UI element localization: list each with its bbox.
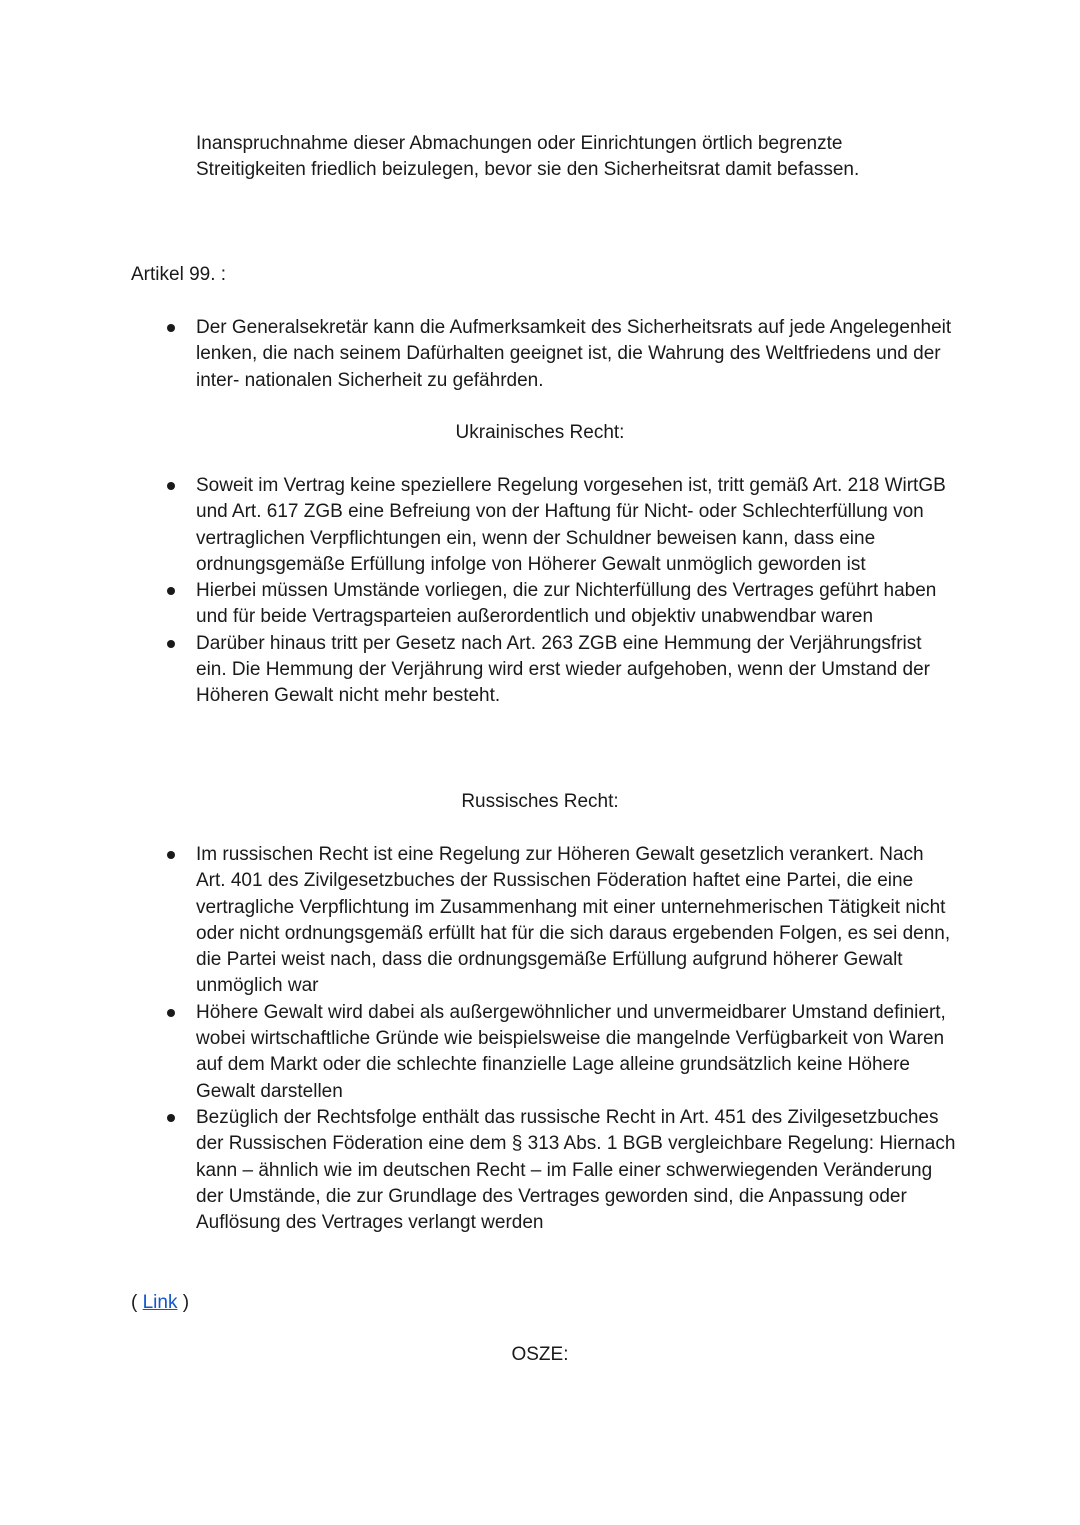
bullet-icon — [167, 324, 175, 332]
russia-heading: Russisches Recht: — [461, 791, 619, 812]
article-heading: Artikel 99. : — [131, 264, 227, 285]
ukraine-list — [0, 473, 1080, 710]
list-item-text: Der Generalsekretär kann die Aufmerksamkeit des Sicherheitsrats auf jede Angelegenheit lenken, die nach seinem Dafürhalten geeignet ist, die Wahrung des Weltfriedens und der inter- nationalen Sicherheit zu gefährden. — [196, 317, 952, 391]
list-item — [0, 631, 956, 710]
osze-heading: OSZE: — [511, 1344, 569, 1365]
link-paren-open: ( — [131, 1292, 143, 1313]
bullet-icon — [167, 851, 175, 859]
link-line — [131, 1290, 189, 1316]
bullet-icon — [167, 1009, 175, 1017]
bullet-icon — [167, 482, 175, 490]
link-paren-close: ) — [177, 1292, 190, 1313]
list-item — [0, 315, 956, 394]
article-list — [0, 315, 1080, 394]
bullet-icon — [167, 1114, 175, 1122]
list-item — [0, 1105, 956, 1236]
source-link[interactable]: Link — [142, 1292, 178, 1313]
list-item-text: Höhere Gewalt wird dabei als außergewöhnlicher und unvermeidbarer Umstand definiert, wobei wirtschaftliche Gründe wie beispielsweise die mangelnde Verfügbarkeit von Waren auf dem Markt oder die schlechte finanzielle Lage alleine grundsätzlich keine Höhere Gewalt darstellen — [196, 1001, 946, 1102]
list-item — [0, 1000, 956, 1105]
russia-list — [0, 842, 1080, 1236]
ukraine-heading: Ukrainisches Recht: — [455, 422, 625, 443]
intro-paragraph: Inanspruchnahme dieser Abmachungen oder Einrichtungen örtlich begrenzte Streitigkeiten friedlich beizulegen, bevor sie den Sicherheitsrat damit befassen. — [196, 133, 860, 181]
bullet-icon — [167, 587, 175, 595]
bullet-icon — [167, 640, 175, 648]
list-item — [0, 578, 956, 631]
list-item-text: Hierbei müssen Umstände vorliegen, die zur Nichterfüllung des Vertrages geführt haben und für beide Vertragsparteien außerordentlich und objektiv unabwendbar waren — [196, 580, 937, 628]
list-item — [0, 473, 956, 578]
list-item-text: Im russischen Recht ist eine Regelung zur Höheren Gewalt gesetzlich verankert. Nach Art. 401 des Zivilgesetzbuches der Russischen Föderation haftet eine Partei, die eine vertragliche Verpflichtung im Zusammenhang mit einer unternehmerischen Tätigkeit nicht oder nicht ordnungsgemäß erfüllt hat für die sich daraus ergebenden Folgen, es sei denn, die Partei weist nach, dass die ordnungsgemäße Erfüllung aufgrund höherer Gewalt unmöglich war — [196, 844, 951, 997]
list-item-text: Bezüglich der Rechtsfolge enthält das russische Recht in Art. 451 des Zivilgesetzbuches der Russischen Föderation eine dem § 313 Abs. 1 BGB vergleichbare Regelung: Hiernach kann – ähnlich wie im deutschen Recht – im Falle einer schwerwiegenden Veränderung der Umstände, die zur Grundlage des Vertrages geworden sind, die Anpassung oder Auflösung des Vertrages verlangt werden — [196, 1106, 956, 1234]
list-item — [0, 842, 956, 1000]
list-item-text: Darüber hinaus tritt per Gesetz nach Art. 263 ZGB eine Hemmung der Verjährungsfrist ein. Die Hemmung der Verjährung wird erst wieder aufgehoben, wenn der Umstand der Höheren Gewalt nicht mehr besteht. — [196, 632, 931, 707]
list-item-text: Soweit im Vertrag keine speziellere Regelung vorgesehen ist, tritt gemäß Art. 218 WirtGB und Art. 617 ZGB eine Befreiung von der Haftung für Nicht- oder Schlechterfüllung von vertraglichen Verpflichtungen ein, wenn der Schuldner beweisen kann, dass eine ordnungsgemäße Erfüllung infolge von Höherer Gewalt unmöglich geworden ist — [196, 475, 946, 575]
